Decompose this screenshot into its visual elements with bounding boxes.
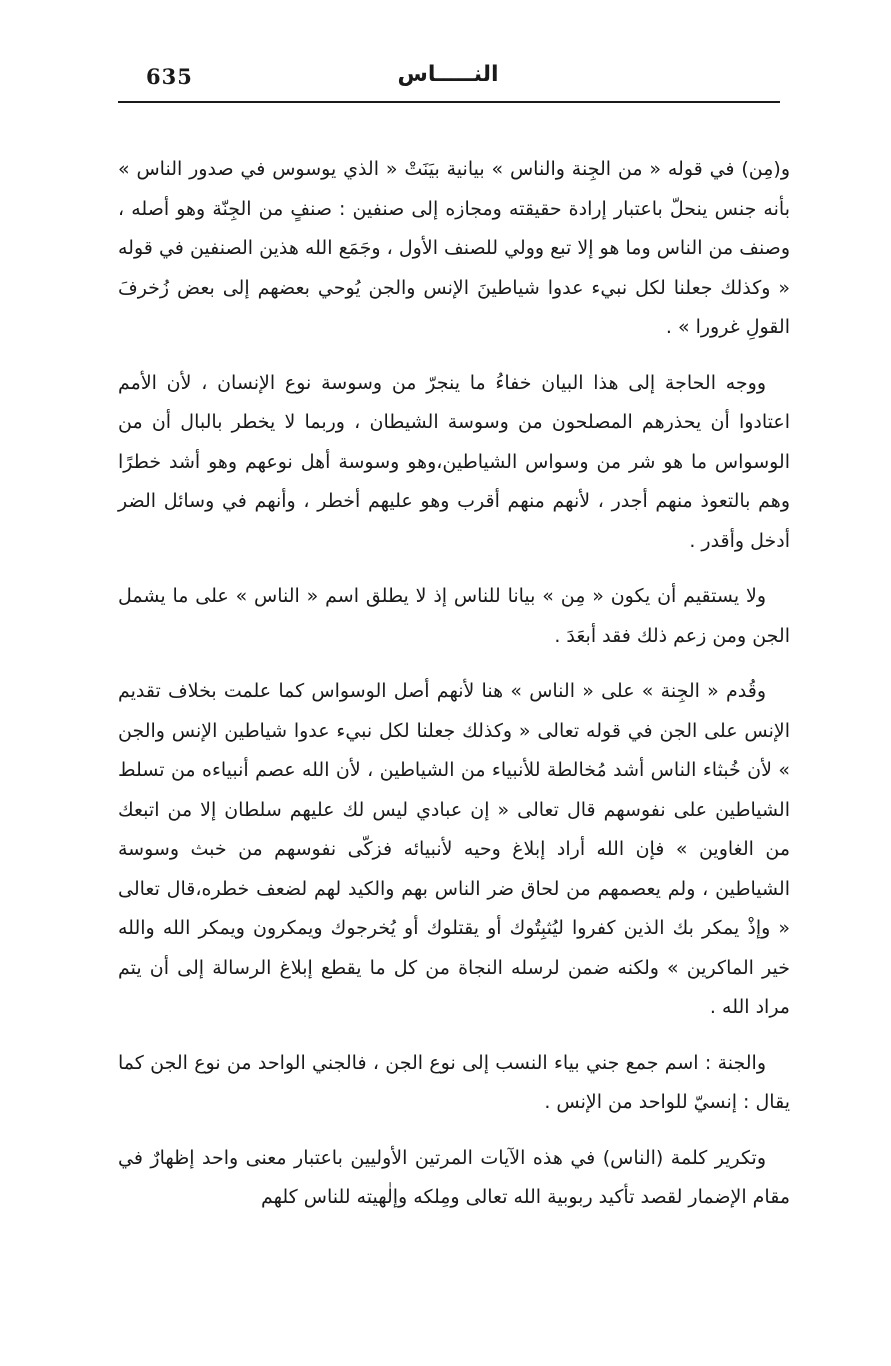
running-title: النـــــاس — [397, 62, 499, 87]
body-text — [118, 150, 790, 1234]
page-number: 635 — [146, 64, 193, 89]
paragraph-6: وتكرير كلمة (الناس) في هذه الآيات المرتين الأوليين باعتبار معنى واحد إظهارٌ في مقام الإضمار لقصد تأكيد ربوبية الله تعالى ومِلكه وإلٰهيته للناس كلهم — [118, 1146, 790, 1208]
paragraph-1: و(مِن) في قوله « من الجِنة والناس » بيانية بيَنَتْ « الذي يوسوس في صدور الناس » بأنه جنس ينحلّ باعتبار إرادة حقيقته ومجازه إلى صنفين : صنفٍ من الجِنّة وهو أصله ، وصنف من الناس وما هو إلا تبع وولي للصنف الأول ، وجَمَع الله هذين الصنفين في قوله « وكذلك جعلنا لكل نبيء عدوا شياطينَ الإنس والجن يُوحي بعضهم إلى بعض زُخرفَ القولِ غرورا » . — [118, 158, 790, 338]
paragraph-5: والجنة : اسم جمع جني بياء النسب إلى نوع الجن ، فالجني الواحد من نوع الجن كما يقال : إنسيّ للواحد من الإنس . — [118, 1051, 790, 1113]
header-divider — [118, 101, 780, 103]
paragraph-3: ولا يستقيم أن يكون « مِن » بيانا للناس إذ لا يطلق اسم « الناس » على ما يشمل الجن ومن زعم ذلك فقد أبعَدَ . — [118, 585, 790, 647]
page-header — [118, 58, 778, 98]
paragraph-4: وقُدم « الجِنة » على « الناس » هنا لأنهم أصل الوسواس كما علمت بخلاف تقديم الإنس على الجن في قوله تعالى « وكذلك جعلنا لكل نبيء عدوا شياطين الإنس والجن » لأن خُبثاء الناس أشد مُخالطة للأنبياء من الشياطين ، لأن الله عصم أنبياءه من تسلط الشياطين على نفوسهم قال تعالى « إن عبادي ليس لك عليهم سلطان إلا من اتبعك من الغاوين » فإن الله أراد إبلاغ وحيه لأنبيائه فزكّى نفوسهم من خبث وسوسة الشياطين ، ولم يعصمهم من لحاق ضر الناس بهم والكيد لهم لضعف خطره،قال تعالى « وإذْ يمكر بك الذين كفروا ليُثبِتُوك أو يقتلوك أو يُخرجوك ويمكرون ويمكر الله والله خير الماكرين » ولكنه ضمن لرسله النجاة من كل ما يقطع إبلاغ الرسالة إلى أن يتم مراد الله . — [118, 680, 790, 1018]
paragraph-2: ووجه الحاجة إلى هذا البيان خفاءُ ما ينجرّ من وسوسة نوع الإنسان ، لأن الأمم اعتادوا أن يحذرهم المصلحون من وسوسة الشيطان ، وربما لا يخطر بالبال أن من الوسواس ما هو شر من وسواس الشياطين،وهو وسوسة أهل نوعهم وهو أشد خطرًا وهم بالتعوذ منهم أجدر ، لأنهم منهم أقرب وهو عليهم أخطر ، وأنهم في وسائل الضر أدخل وأقدر . — [118, 371, 790, 552]
